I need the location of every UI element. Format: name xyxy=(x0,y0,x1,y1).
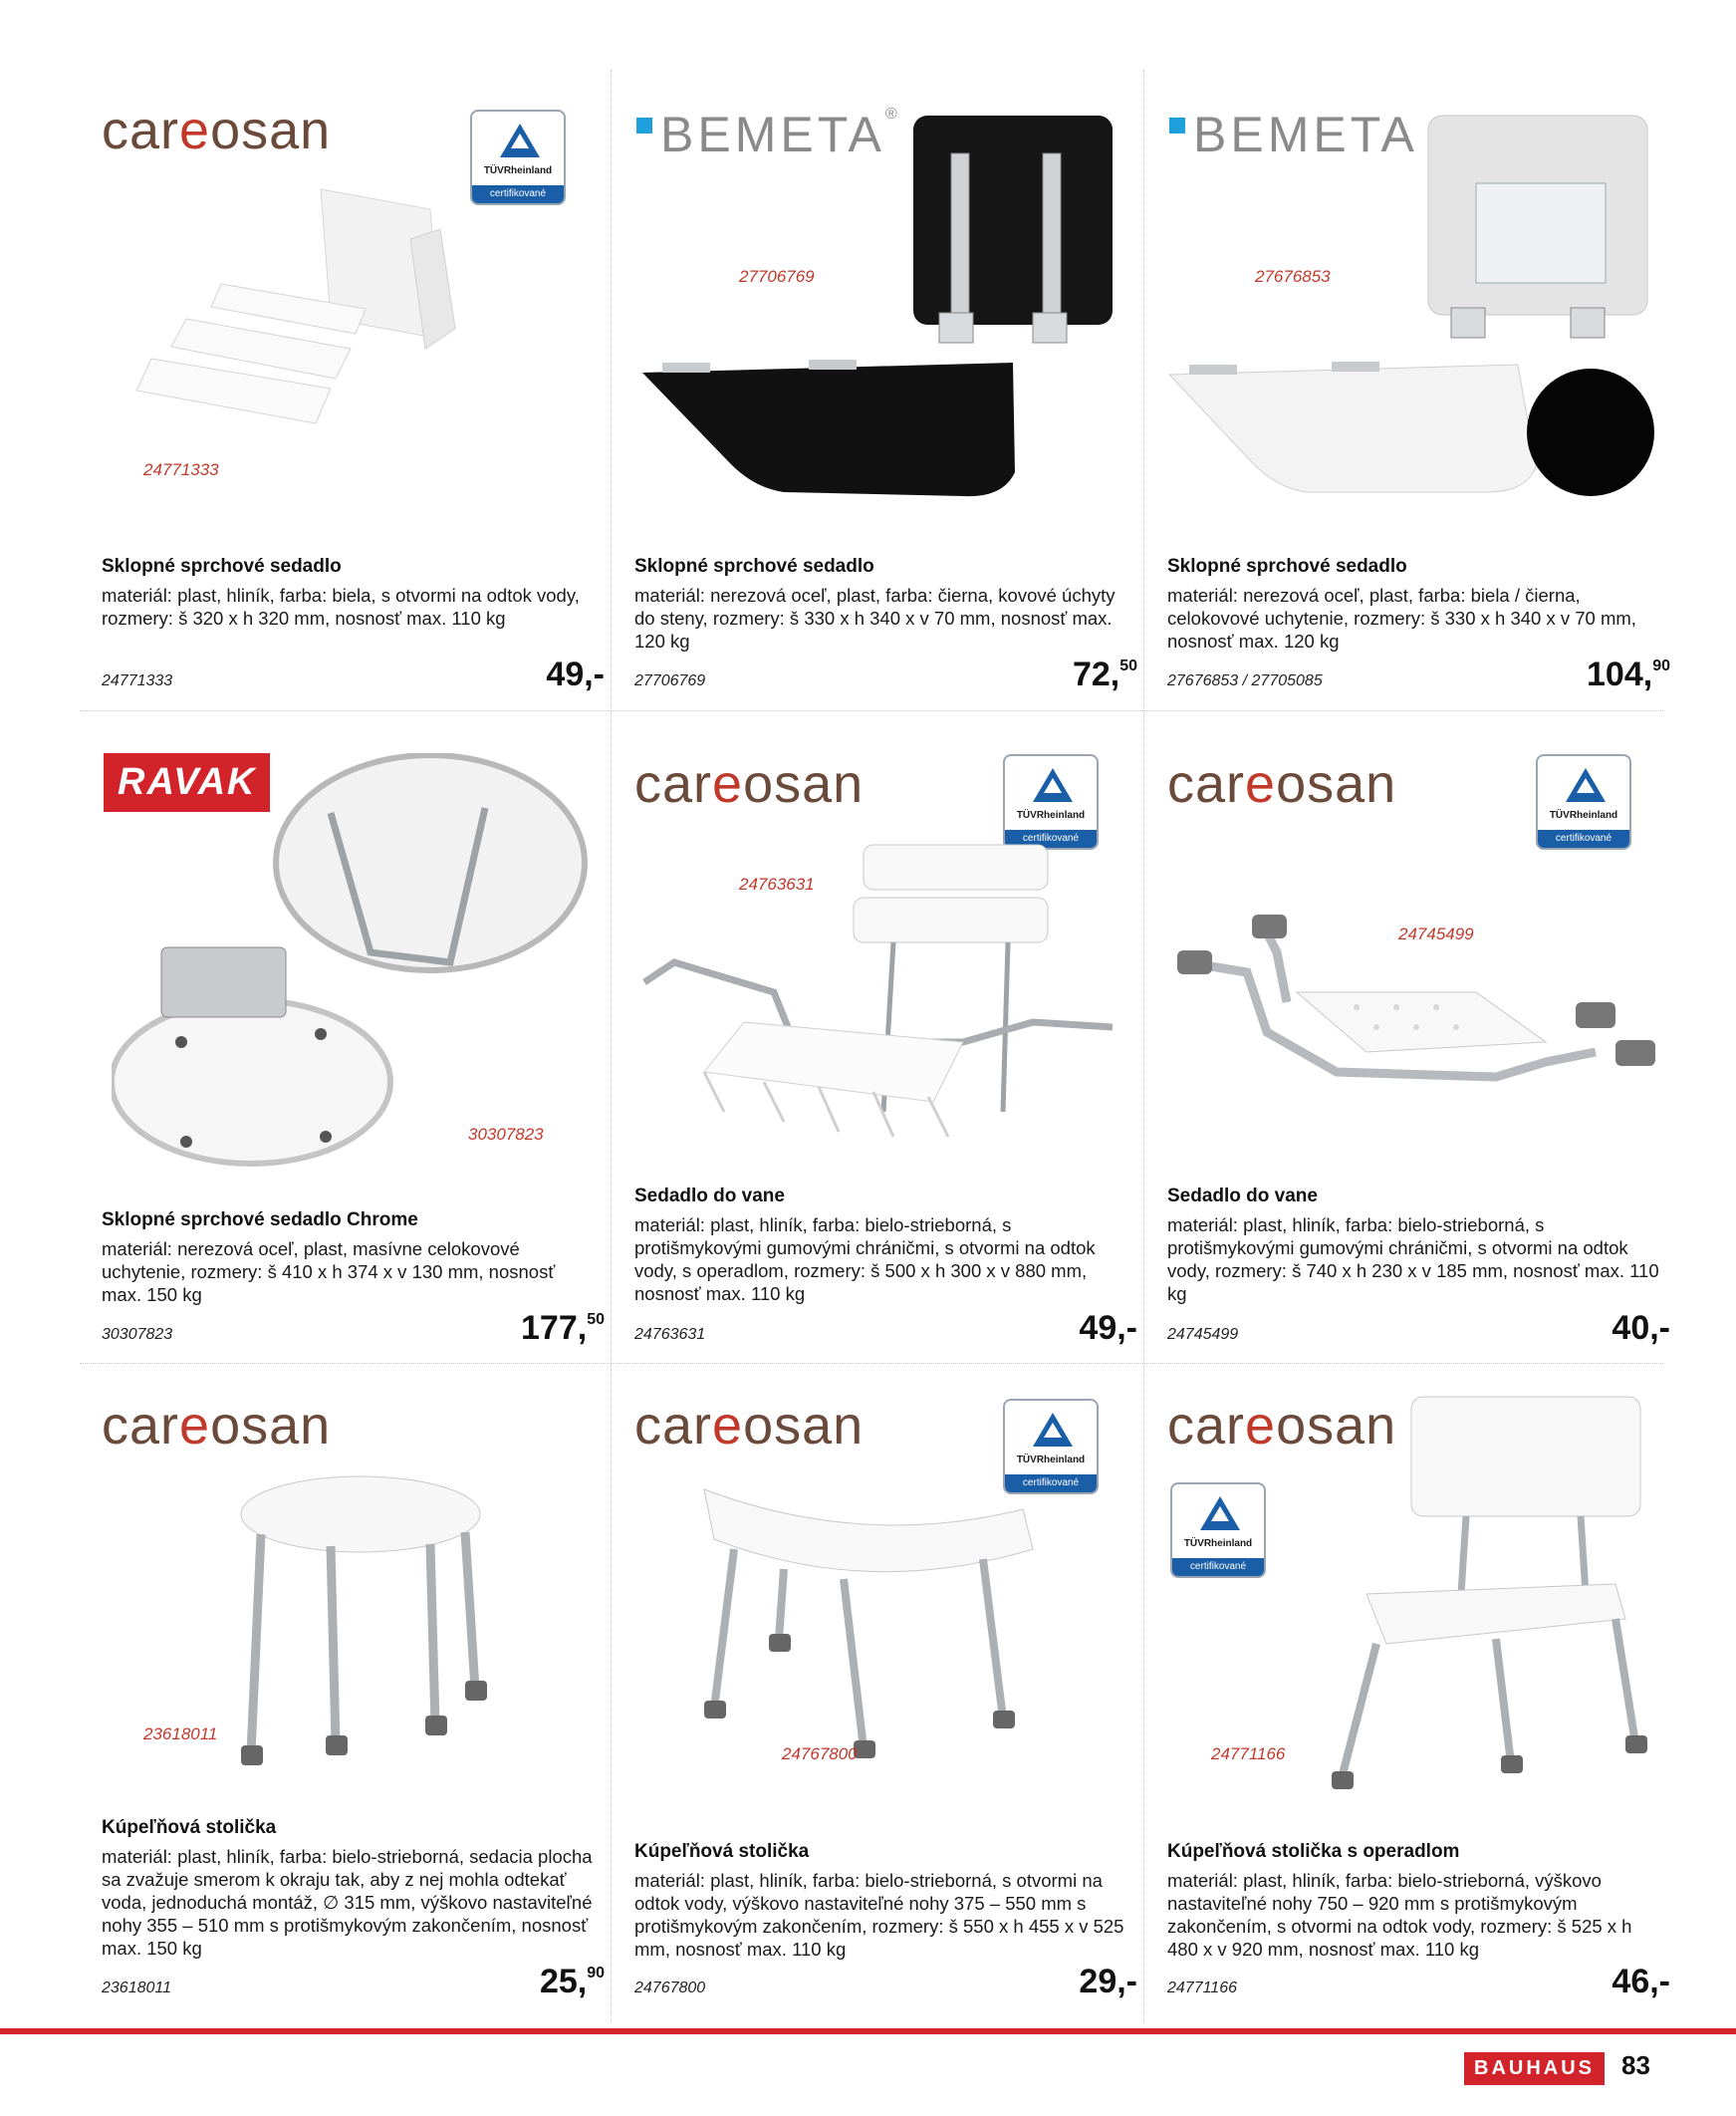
page-number: 83 xyxy=(1621,2050,1650,2080)
row-divider xyxy=(80,710,1663,711)
tuv-certification-badge: TÜVRheinland certifikované xyxy=(1003,754,1099,850)
image-product-code: 24763631 xyxy=(739,875,815,894)
product-code: 24767800 xyxy=(634,1980,706,1996)
image-product-code: 23618011 xyxy=(143,1724,218,1743)
tuv-certification-badge: TÜVRheinland certifikované xyxy=(1003,1399,1099,1494)
brand-logo-careosan: careosan xyxy=(102,101,332,160)
product-price: 177,50 xyxy=(521,1309,605,1347)
bauhaus-logo: BAUHAUS xyxy=(1464,2052,1605,2085)
product-code: 24771333 xyxy=(102,672,173,689)
product-card[interactable] xyxy=(634,100,1137,697)
tuv-certification-badge: TÜVRheinland certifikované xyxy=(470,110,566,205)
product-description: materiál: plast, hliník, farba: bielo-strieborná, s protišmykovými gumovými chráničmi, s otvormi na odtok vody, rozmery: š 740 x h 230 x v 185 mm, nosnosť max. 110 kg xyxy=(1167,1214,1659,1304)
tuv-certification-badge: TÜVRheinland certifikované xyxy=(1536,754,1631,850)
product-image-stool-with-backrest xyxy=(1297,1395,1665,1793)
product-title: Kúpeľňová stolička xyxy=(634,1841,810,1862)
product-image-bath-seat-backrest xyxy=(634,843,1137,1172)
brand-logo-careosan: careosan xyxy=(1167,1396,1397,1455)
product-title: Sklopné sprchové sedadlo xyxy=(634,556,874,577)
product-card[interactable] xyxy=(634,1395,1137,2012)
product-description: materiál: plast, hliník, farba: bielo-strieborná, s protišmykovými gumovými chráničmi, s otvormi na odtok vody, s operadlom, rozmery: š 500 x h 300 x v 880 mm, nosnosť max. 110 kg xyxy=(634,1214,1096,1304)
product-title: Sklopné sprchové sedadlo xyxy=(1167,556,1407,577)
footer-accent-line xyxy=(0,2028,1736,2034)
tuv-triangle-icon xyxy=(1200,1496,1240,1530)
product-image-folding-seat-white-black xyxy=(1167,114,1670,502)
product-price: 104,90 xyxy=(1587,656,1670,693)
product-price: 72,50 xyxy=(1072,656,1137,693)
product-card[interactable] xyxy=(1167,100,1670,697)
product-title: Sedadlo do vane xyxy=(634,1186,785,1206)
product-image-folding-seat-white xyxy=(112,179,530,438)
product-description: materiál: plast, hliník, farba: biela, s otvormi na odtok vody, rozmery: š 320 x h 320 mm, nosnosť max. 110 kg xyxy=(102,585,580,629)
tuv-triangle-icon xyxy=(1033,1413,1073,1447)
product-title: Sklopné sprchové sedadlo Chrome xyxy=(102,1209,418,1230)
brand-logo-careosan: careosan xyxy=(634,1396,865,1455)
row-divider xyxy=(80,1363,1663,1364)
tuv-triangle-icon xyxy=(500,124,540,157)
image-product-code: 24771166 xyxy=(1211,1744,1286,1763)
product-code: 24745499 xyxy=(1167,1326,1239,1343)
brand-logo-careosan: careosan xyxy=(1167,754,1397,814)
brand-logo-bemeta: BEMETA xyxy=(1169,106,1418,163)
product-description: materiál: plast, hliník, farba: bielo-strieborná, s otvormi na odtok vody, výškovo nastaviteľné nohy 375 – 550 mm s protišmykovým zakončením, rozmery: š 550 x h 455 x v 525 mm, nosnosť max. 110 kg xyxy=(634,1870,1124,1960)
product-price: 49,- xyxy=(1079,1309,1137,1347)
image-product-code: 27676853 xyxy=(1255,267,1331,286)
brand-logo-careosan: careosan xyxy=(634,754,865,814)
product-image-oval-seat-chrome xyxy=(112,753,605,1172)
brand-logo-ravak: RAVAK xyxy=(104,753,270,812)
product-code: 30307823 xyxy=(102,1326,173,1343)
product-price: 25,90 xyxy=(539,1963,605,2000)
product-title: Sklopné sprchové sedadlo xyxy=(102,556,342,577)
image-product-code: 30307823 xyxy=(468,1125,544,1144)
tuv-triangle-icon xyxy=(1566,768,1606,802)
product-code: 23618011 xyxy=(102,1980,171,1996)
product-card[interactable] xyxy=(102,100,605,697)
product-code: 27706769 xyxy=(634,672,706,689)
product-image-round-stool xyxy=(231,1474,490,1773)
product-card[interactable] xyxy=(1167,753,1670,1351)
brand-logo-bemeta: BEMETA® xyxy=(636,106,901,163)
product-image-bath-board xyxy=(1167,913,1670,1152)
product-card[interactable] xyxy=(634,753,1137,1351)
tuv-triangle-icon xyxy=(1033,768,1073,802)
product-price: 29,- xyxy=(1079,1963,1137,2000)
brand-logo-careosan: careosan xyxy=(102,1396,332,1455)
product-image-folding-seat-black xyxy=(634,114,1137,502)
product-description: materiál: plast, hliník, farba: bielo-strieborná, sedacia plocha sa zvažuje smerom k okraju tak, aby z nej mohla odtekať voda, jednoduchá montáž, ∅ 315 mm, výškovo nastaviteľné nohy 355 – 510 mm s protišmykovým zakončením, nosnosť max. 150 kg xyxy=(102,1846,593,1959)
product-description: materiál: nerezová oceľ, plast, masívne celokovové uchytenie, rozmery: š 410 x h 374 x v 130 mm, nosnosť max. 150 kg xyxy=(102,1238,556,1305)
product-title: Sedadlo do vane xyxy=(1167,1186,1318,1206)
column-divider xyxy=(611,70,612,2022)
product-price: 40,- xyxy=(1612,1309,1670,1347)
product-card[interactable] xyxy=(1167,1395,1670,2012)
column-divider xyxy=(1143,70,1144,2022)
image-product-code: 24767800 xyxy=(782,1744,858,1763)
image-product-code: 27706769 xyxy=(739,267,815,286)
product-description: materiál: nerezová oceľ, plast, farba: čierna, kovové úchyty do steny, rozmery: š 330 x h 340 x v 70 mm, nosnosť max. 120 kg xyxy=(634,585,1116,652)
product-title: Kúpeľňová stolička s operadlom xyxy=(1167,1841,1460,1862)
product-image-curved-stool xyxy=(694,1469,1053,1768)
product-description: materiál: nerezová oceľ, plast, farba: biela / čierna, celokovové uchytenie, rozmery: š 330 x h 340 x v 70 mm, nosnosť max. 120 kg xyxy=(1167,585,1636,652)
product-card[interactable] xyxy=(102,1395,605,2012)
product-description: materiál: plast, hliník, farba: bielo-strieborná, výškovo nastaviteľné nohy 750 – 920 mm s protišmykovým zakončením, s otvormi na odtok vody, rozmery: š 525 x h 480 x v 920 mm, nosnosť max. 110 kg xyxy=(1167,1870,1632,1960)
product-code: 24763631 xyxy=(634,1326,706,1343)
product-card[interactable] xyxy=(102,753,605,1351)
product-title: Kúpeľňová stolička xyxy=(102,1817,277,1838)
tuv-certification-badge: TÜVRheinland certifikované xyxy=(1170,1482,1266,1578)
product-code: 24771166 xyxy=(1167,1980,1237,1996)
product-price: 49,- xyxy=(546,656,605,693)
product-price: 46,- xyxy=(1612,1963,1670,2000)
image-product-code: 24771333 xyxy=(143,460,219,479)
image-product-code: 24745499 xyxy=(1398,925,1474,943)
product-code: 27676853 / 27705085 xyxy=(1167,672,1323,689)
